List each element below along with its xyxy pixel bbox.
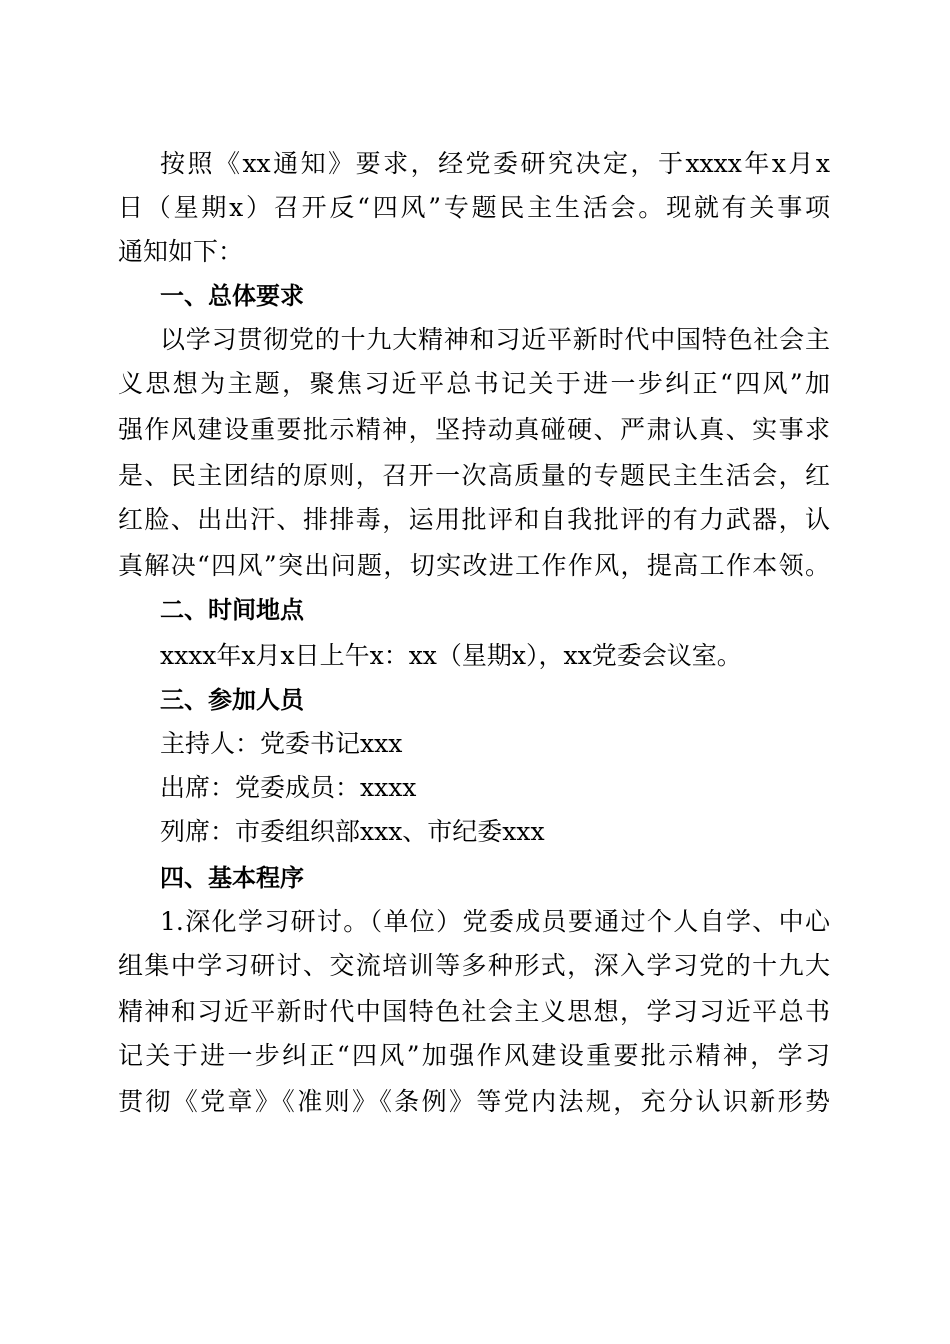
section1-line-6: 真解决“四风”突出问题，切实改进工作作风，提高工作本领。	[118, 551, 830, 580]
observe-text: 列席：市委组织部xxx、市纪委xxx	[160, 817, 545, 846]
section-heading-3: 三、参加人员	[160, 686, 304, 714]
section1-line-2: 义思想为主题，聚焦习近平总书记关于进一步纠正“四风”加	[118, 369, 830, 398]
intro-line-1: 按照《xx通知》要求，经党委研究决定，于xxxx年x月x	[160, 149, 830, 178]
section1-line-3: 强作风建设重要批示精神，坚持动真碰硬、严肃认真、实事求	[118, 415, 830, 444]
section4-line-5: 贯彻《党章》《准则》《条例》等党内法规，充分认识新形势	[118, 1087, 830, 1116]
section4-line-3: 精神和习近平新时代中国特色社会主义思想，学习习近平总书	[118, 997, 830, 1026]
section-heading-2: 二、时间地点	[160, 596, 304, 624]
time-place-text: xxxx年x月x日上午x：xx（星期x），xx党委会议室。	[160, 641, 742, 670]
section1-line-5: 红脸、出出汗、排排毒，运用批评和自我批评的有力武器，认	[118, 505, 830, 534]
section4-line-2: 组集中学习研讨、交流培训等多种形式，深入学习党的十九大	[118, 951, 830, 980]
section4-line-1: 1.深化学习研讨。（单位）党委成员要通过个人自学、中心	[160, 907, 830, 936]
attend-text: 出席：党委成员：xxxx	[160, 773, 417, 802]
section-heading-1: 一、总体要求	[160, 282, 304, 310]
host-text: 主持人：党委书记xxx	[160, 729, 403, 758]
intro-line-3: 通知如下：	[118, 237, 244, 266]
section-heading-4: 四、基本程序	[160, 864, 304, 892]
section1-line-4: 是、民主团结的原则，召开一次高质量的专题民主生活会，红	[118, 461, 830, 490]
section4-line-4: 记关于进一步纠正“四风”加强作风建设重要批示精神，学习	[118, 1041, 830, 1070]
intro-line-2: 日（星期x）召开反“四风”专题民主生活会。现就有关事项	[118, 193, 830, 222]
section1-line-1: 以学习贯彻党的十九大精神和习近平新时代中国特色社会主	[160, 325, 830, 354]
